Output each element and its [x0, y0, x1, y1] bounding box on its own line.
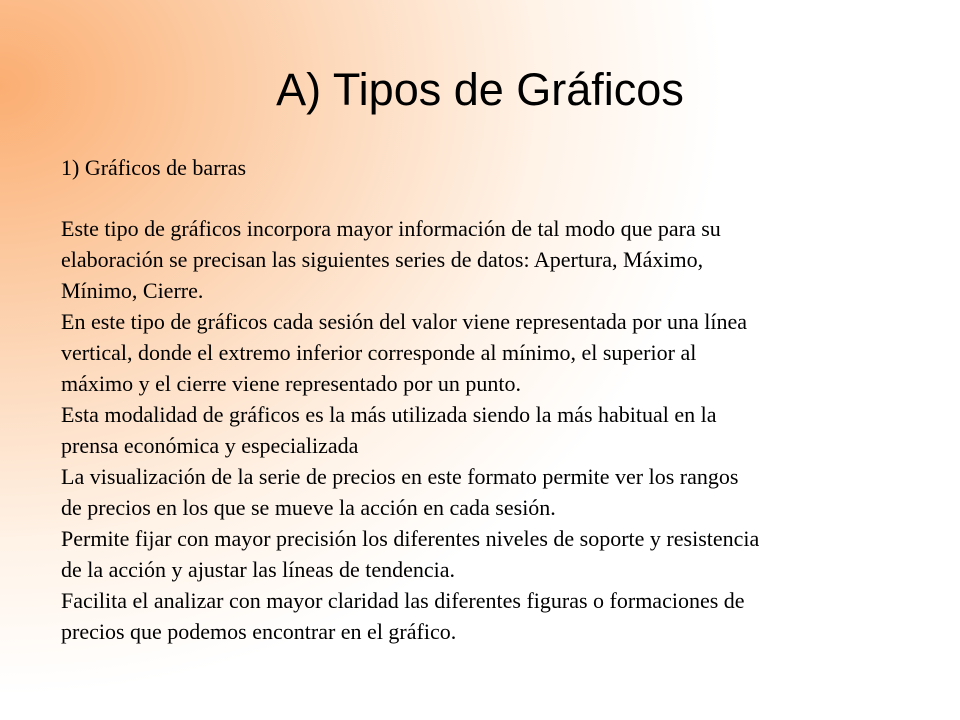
body-line: Mínimo, Cierre.: [61, 278, 204, 303]
body-line: precios que podemos encontrar en el gráfico.: [61, 619, 457, 644]
body-line: Este tipo de gráficos incorpora mayor información de tal modo que para su: [61, 216, 721, 241]
body-text: [61, 213, 941, 647]
slide-title: A) Tipos de Gráficos: [276, 64, 684, 115]
body-line: Esta modalidad de gráficos es la más utilizada siendo la más habitual en la: [61, 402, 717, 427]
body-line: En este tipo de gráficos cada sesión del valor viene representada por una línea: [61, 309, 747, 334]
body-line: máximo y el cierre viene representado por un punto.: [61, 371, 522, 396]
body-line: de precios en los que se mueve la acción en cada sesión.: [61, 495, 556, 520]
body-line: vertical, donde el extremo inferior corresponde al mínimo, el superior al: [61, 340, 697, 365]
body-line: de la acción y ajustar las líneas de tendencia.: [61, 557, 455, 582]
body-line: elaboración se precisan las siguientes series de datos: Apertura, Máximo,: [61, 247, 704, 272]
body-line: Facilita el analizar con mayor claridad las diferentes figuras o formaciones de: [61, 588, 745, 613]
body-line: prensa económica y especializada: [61, 433, 359, 458]
section-subheading: 1) Gráficos de barras: [61, 155, 247, 180]
body-line: La visualización de la serie de precios en este formato permite ver los rangos: [61, 464, 739, 489]
body-line: Permite fijar con mayor precisión los diferentes niveles de soporte y resistencia: [61, 526, 760, 551]
